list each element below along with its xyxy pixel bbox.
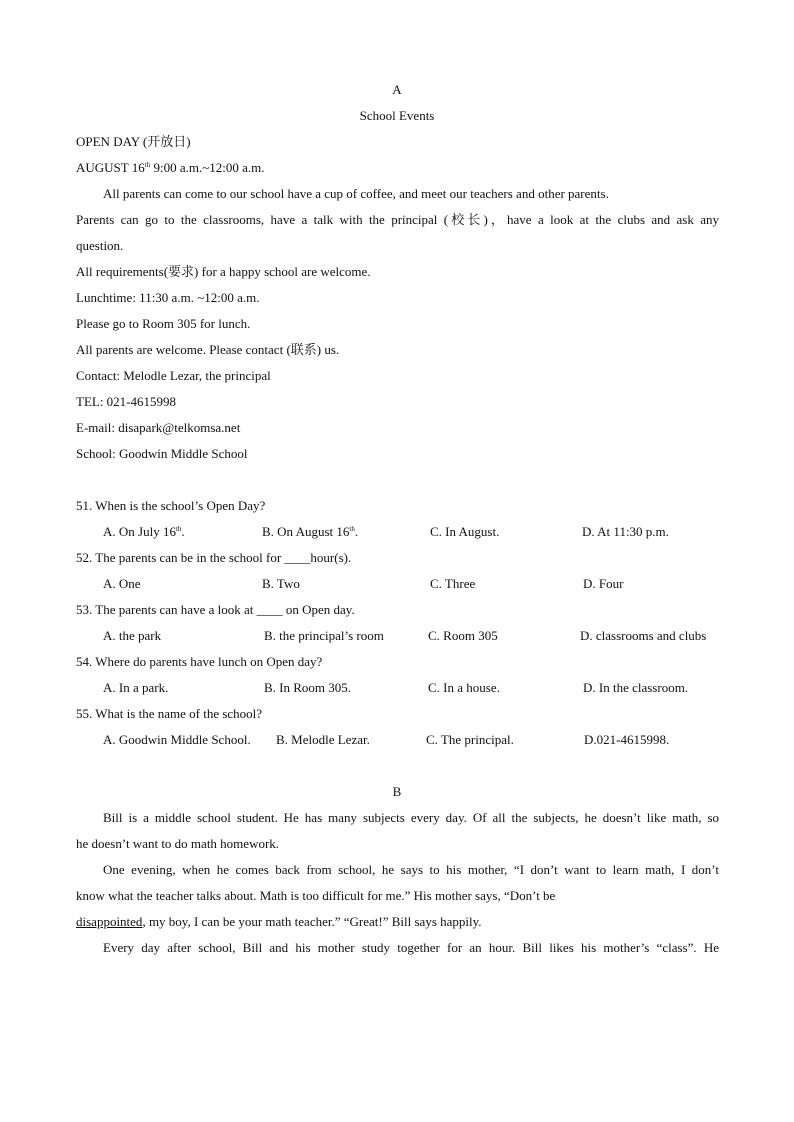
question-54-option-c: C. In a house. <box>428 680 500 695</box>
section-a-title: School Events <box>359 108 435 123</box>
question-55-option-b: B. Melodle Lezar. <box>276 732 370 747</box>
open-day-date: AUGUST 16th 9:00 a.m.~12:00 a.m. <box>76 160 265 175</box>
question-53-option-b: B. the principal’s room <box>264 628 384 643</box>
paragraph-room-305: Please go to Room 305 for lunch. <box>76 316 251 331</box>
question-53-option-a: A. the park <box>103 628 162 643</box>
question-52-option-b: B. Two <box>262 576 300 591</box>
section-b-letter: B <box>392 784 402 799</box>
paragraph-evening-line1: One evening, when he comes back from school, he says to his mother, “I don’t want to learn math, I don’t <box>103 862 719 877</box>
paragraph-evening-line2: know what the teacher talks about. Math is too difficult for me.” His mother says, “Don’t be <box>76 888 556 903</box>
question-52-option-c: C. Three <box>430 576 476 591</box>
question-52-stem: 52. The parents can be in the school for ____hour(s). <box>76 550 352 565</box>
section-a-letter: A <box>392 82 402 97</box>
question-51-option-b: B. On August 16th. <box>262 524 359 539</box>
question-51-option-a: A. On July 16th. <box>103 524 185 539</box>
paragraph-requirements: All requirements(要求) for a happy school are welcome. <box>76 264 371 279</box>
paragraph-study-line1: Every day after school, Bill and his mother study together for an hour. Bill likes his mother’s “class”. He <box>103 940 719 955</box>
contact-tel: TEL: 021-4615998 <box>76 394 177 409</box>
question-52-option-d: D. Four <box>583 576 624 591</box>
paragraph-bill-line1: Bill is a middle school student. He has many subjects every day. Of all the subjects, he doesn’t like math, so <box>103 810 719 825</box>
question-54-stem: 54. Where do parents have lunch on Open day? <box>76 654 323 669</box>
question-55-option-a: A. Goodwin Middle School. <box>103 732 251 747</box>
question-54-option-d: D. In the classroom. <box>583 680 689 695</box>
question-52-option-a: A. One <box>103 576 141 591</box>
paragraph-lunchtime: Lunchtime: 11:30 a.m. ~12:00 a.m. <box>76 290 260 305</box>
question-54-option-b: B. In Room 305. <box>264 680 352 695</box>
question-55-option-d: D.021-4615998. <box>584 732 670 747</box>
paragraph-bill-line2: he doesn’t want to do math homework. <box>76 836 280 851</box>
paragraph-parents-coffee: All parents can come to our school have a cup of coffee, and meet our teachers and other parents. <box>103 186 609 201</box>
open-day-heading: OPEN DAY (开放日) <box>76 134 191 149</box>
question-53-option-c: C. Room 305 <box>428 628 498 643</box>
paragraph-classrooms-line2: question. <box>76 238 124 253</box>
question-55-option-c: C. The principal. <box>426 732 514 747</box>
paragraph-evening-line3: disappointed, my boy, I can be your math teacher.” “Great!” Bill says happily. <box>76 914 482 929</box>
paragraph-classrooms-line1: Parents can go to the classrooms, have a talk with the principal (校长)，have a look at the clubs and ask any <box>76 212 719 227</box>
contact-name: Contact: Melodle Lezar, the principal <box>76 368 271 383</box>
contact-school: School: Goodwin Middle School <box>76 446 248 461</box>
question-53-stem: 53. The parents can have a look at ____ on Open day. <box>76 602 355 617</box>
contact-email: E-mail: disapark@telkomsa.net <box>76 420 241 435</box>
question-51-option-c: C. In August. <box>430 524 500 539</box>
underlined-word: disappointed <box>76 914 143 929</box>
paragraph-contact-us: All parents are welcome. Please contact (联系) us. <box>76 342 340 357</box>
question-53-option-d: D. classrooms and clubs <box>580 628 707 643</box>
question-54-option-a: A. In a park. <box>103 680 169 695</box>
question-55-stem: 55. What is the name of the school? <box>76 706 263 721</box>
question-51-stem: 51. When is the school’s Open Day? <box>76 498 266 513</box>
question-51-option-d: D. At 11:30 p.m. <box>582 524 669 539</box>
